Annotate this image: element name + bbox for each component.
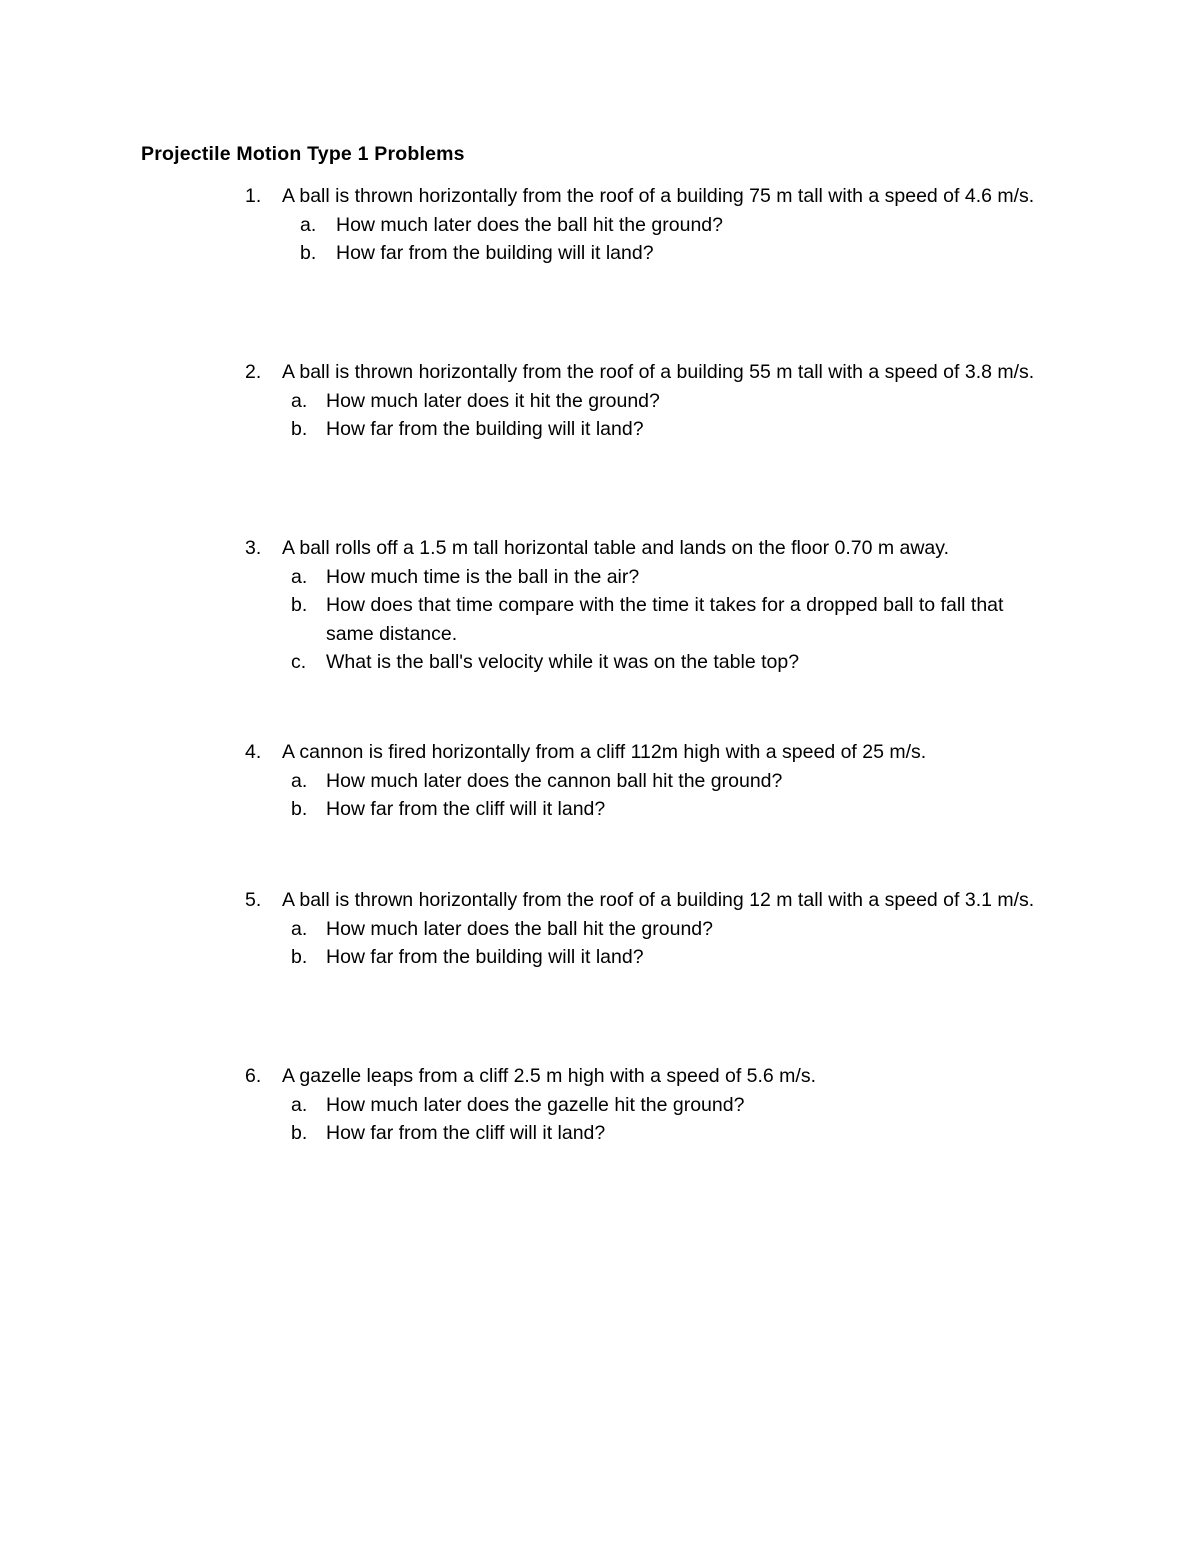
problem-text: A ball rolls off a 1.5 m tall horizontal table and lands on the floor 0.70 m away. <box>282 537 949 559</box>
sub-question-text: How far from the building will it land? <box>326 418 644 440</box>
sub-question-text: How much time is the ball in the air? <box>326 565 640 588</box>
sub-question-b <box>0 591 1200 648</box>
sub-question-letter: a. <box>291 565 308 588</box>
sub-question-a <box>0 1091 1200 1120</box>
problem-stem <box>0 738 1200 767</box>
problem-number: 5. <box>245 889 262 911</box>
problem-text: A gazelle leaps from a cliff 2.5 m high with a speed of 5.6 m/s. <box>282 1065 817 1087</box>
sub-question-text: What is the ball's velocity while it was on the table top? <box>326 651 800 673</box>
sub-question-b <box>0 239 1200 268</box>
sub-question-letter: a. <box>291 389 308 412</box>
sub-question-a <box>0 767 1200 796</box>
sub-question-text: How does that time compare with the time it takes for a dropped ball to fall that same distance. <box>326 594 1004 645</box>
problem-stem <box>0 886 1200 915</box>
sub-question-letter: b. <box>300 242 317 264</box>
sub-question-a <box>0 387 1200 416</box>
sub-question-letter: b. <box>291 594 308 616</box>
sub-question-b <box>0 415 1200 444</box>
sub-question-text: How much later does the ball hit the ground? <box>336 213 723 236</box>
sub-question-b <box>0 795 1200 824</box>
sub-question-text: How much later does the ball hit the ground? <box>326 917 713 940</box>
sub-question-b <box>0 1119 1200 1148</box>
sub-question-letter: a. <box>291 917 308 940</box>
sub-question-letter: b. <box>291 418 308 440</box>
sub-question-a <box>0 211 1200 240</box>
sub-question-letter: a. <box>291 769 308 792</box>
sub-question-text: How much later does the cannon ball hit the ground? <box>326 769 783 792</box>
problem-text: A ball is thrown horizontally from the roof of a building 75 m tall with a speed of 4.6 m/s. <box>282 185 1035 207</box>
problem-stem <box>0 358 1200 387</box>
sub-question-c <box>0 648 1200 677</box>
sub-question-letter: b. <box>291 946 308 968</box>
problem-number: 3. <box>245 537 262 559</box>
problem-number: 4. <box>245 741 262 763</box>
sub-question-text: How much later does the gazelle hit the ground? <box>326 1093 745 1116</box>
problem-text: A ball is thrown horizontally from the roof of a building 55 m tall with a speed of 3.8 m/s. <box>282 361 1035 383</box>
sub-question-letter: a. <box>291 1093 308 1116</box>
problem-text: A cannon is fired horizontally from a cliff 112m high with a speed of 25 m/s. <box>282 741 927 763</box>
sub-question-letter: c. <box>291 651 307 673</box>
problem-6 <box>0 1062 1200 1148</box>
sub-question-a <box>0 915 1200 944</box>
problem-stem <box>0 534 1200 563</box>
problem-number: 6. <box>245 1065 262 1087</box>
sub-question-letter: b. <box>291 798 308 820</box>
sub-question-b <box>0 943 1200 972</box>
sub-question-text: How far from the building will it land? <box>326 946 644 968</box>
problem-stem <box>0 1062 1200 1091</box>
problem-number: 1. <box>245 185 262 207</box>
problem-2 <box>0 358 1200 444</box>
problem-5 <box>0 886 1200 972</box>
sub-question-text: How far from the cliff will it land? <box>326 798 606 820</box>
problem-3 <box>0 534 1200 677</box>
sub-question-a <box>0 563 1200 592</box>
sub-question-letter: a. <box>300 213 317 236</box>
sub-question-letter: b. <box>291 1122 308 1144</box>
sub-question-text: How much later does it hit the ground? <box>326 389 660 412</box>
sub-question-text: How far from the cliff will it land? <box>326 1122 606 1144</box>
problem-4 <box>0 738 1200 824</box>
problem-number: 2. <box>245 361 262 383</box>
problem-stem <box>0 182 1200 211</box>
page-title: Projectile Motion Type 1 Problems <box>141 143 465 165</box>
sub-question-text: How far from the building will it land? <box>336 242 654 264</box>
problem-text: A ball is thrown horizontally from the roof of a building 12 m tall with a speed of 3.1 m/s. <box>282 889 1035 911</box>
problem-1 <box>0 182 1200 268</box>
